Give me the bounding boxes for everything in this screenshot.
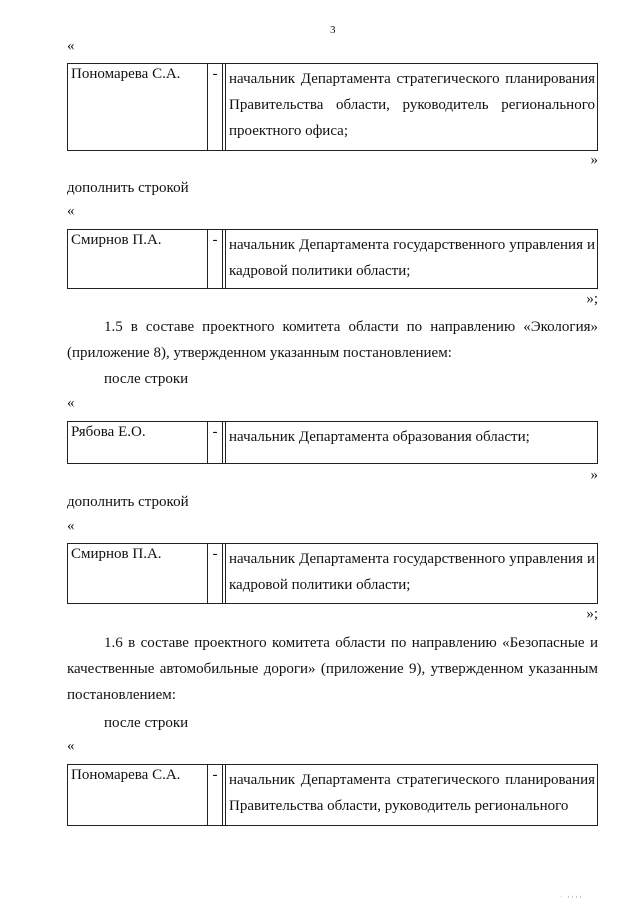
member-position: начальник Департамента образования области; (229, 429, 530, 445)
paragraph-1-6: 1.6 в составе проектного комитета области по направлению «Безопасные и качественные автомобильные дороги» (приложение 9), утвержденном указанным постановлением: (67, 635, 598, 703)
member-position: начальник Департамента государственного управления и кадровой политики области; (229, 237, 595, 279)
member-name: Рябова Е.О. (68, 422, 208, 463)
dash: - (208, 230, 223, 288)
open-quote: « (67, 395, 75, 411)
open-quote: « (67, 738, 75, 754)
member-name: Смирнов П.А. (68, 230, 208, 288)
member-position: начальник Департамента стратегического планирования Правительства области, руководитель регионального проектного офиса; (229, 71, 595, 139)
dash: - (208, 422, 223, 463)
member-position: начальник Департамента государственного управления и кадровой политики области; (229, 551, 595, 593)
table-row (67, 764, 598, 826)
add-row-text: дополнить строкой (67, 494, 189, 510)
table-row (67, 543, 598, 604)
dash: - (208, 544, 223, 603)
member-name: Пономарева С.А. (68, 765, 208, 825)
member-name: Пономарева С.А. (68, 64, 208, 150)
table-row (67, 229, 598, 289)
add-row-text: дополнить строкой (67, 180, 189, 196)
open-quote: « (67, 38, 75, 54)
dash: - (208, 765, 223, 825)
page-number: 3 (330, 24, 336, 36)
dash: - (208, 64, 223, 150)
member-position: начальник Департамента стратегического планирования Правительства области, руководитель регионального (229, 772, 595, 814)
close-quote: »; (586, 291, 598, 307)
after-row-text: после строки (104, 715, 189, 731)
open-quote: « (67, 203, 75, 219)
close-quote: »; (586, 606, 598, 622)
table-row (67, 421, 598, 464)
after-row-text: после строки (104, 371, 189, 387)
member-name: Смирнов П.А. (68, 544, 208, 603)
close-quote: » (590, 152, 598, 168)
open-quote: « (67, 518, 75, 534)
close-quote: » (590, 467, 598, 483)
footer-mark: · ‹‹‹› (560, 894, 584, 900)
paragraph-1-5: 1.5 в составе проектного комитета области по направлению «Экология» (приложение 8), утвержденном указанным постановлением: (67, 319, 598, 361)
table-row (67, 63, 598, 151)
